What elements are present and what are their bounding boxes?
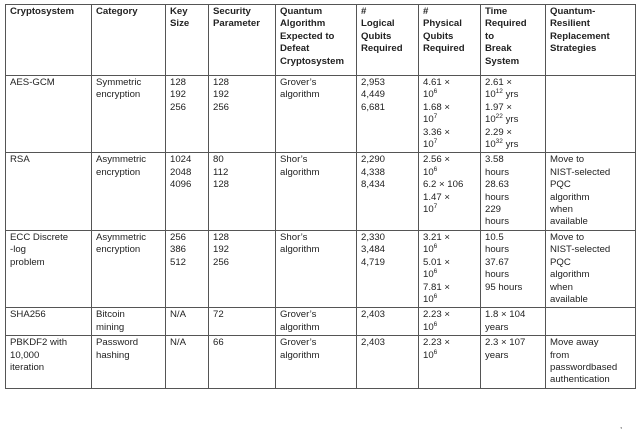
cell-line: RSA [10,154,30,166]
cell-value-with-exponent: 1.47 × $10^7$ [423,191,450,216]
cell-line: algorithm [280,244,320,256]
cell-line: years [485,349,509,361]
cell-line: 72 [213,309,224,321]
cell-line: mining [96,321,125,333]
cell-line: 10.5 [485,231,504,243]
cell-line: Password [96,337,139,349]
cell-quantum-algorithm [276,76,357,153]
cell-line: algorithm [280,349,320,361]
cell-key-size [166,153,209,230]
header-line: Cryptosystem [280,55,344,67]
cell-physical-qubits [419,308,481,336]
cell-cryptosystem [6,76,92,153]
header-line: Algorithm [280,18,326,30]
cell-logical-qubits [357,336,419,389]
cell-line: encryption [96,244,141,256]
cell-security-parameter [209,153,276,230]
cell-security-parameter [209,308,276,336]
cell-logical-qubits [357,230,419,307]
cell-line: N/A [170,309,186,321]
cell-strategies [546,230,636,307]
cell-line: ECC Discrete [10,231,69,243]
cell-strategies [546,308,636,336]
cell-key-size [166,336,209,389]
cell-time-to-break [481,230,546,307]
cell-line: passwordbased [550,361,618,373]
cell-line: years [485,321,509,333]
cell-line: 2,330 [361,231,386,243]
header-row [6,5,636,76]
cell-line: algorithm [550,269,590,281]
cell-value-with-exponent: 2.56 × $10^6$ [423,154,450,178]
cell-value-with-exponent: 7.81 × $10^6$ [423,281,450,305]
cell-line: when [550,204,573,216]
cell-line: 2,290 [361,154,386,166]
header-line: Qubits [361,30,392,42]
cell-quantum-algorithm [276,153,357,230]
cell-line: 256 [170,101,187,113]
header-security-parameter [209,5,276,76]
cell-line: Shor’s [280,154,308,166]
header-line: Break [485,43,512,55]
cell-line: 386 [170,244,187,256]
header-quantum-algorithm [276,5,357,76]
cell-line: hours [485,244,509,256]
cell-line: 95 hours [485,281,523,293]
cell-value-with-exponent: 5.01 × $10^6$ [423,256,450,281]
cell-logical-qubits [357,153,419,230]
cell-line: algorithm [280,89,320,101]
cell-physical-qubits [419,336,481,389]
cell-line: hours [485,269,509,281]
cell-value-with-exponent: 1.68 × $10^7$ [423,101,450,126]
cell-quantum-algorithm [276,336,357,389]
cell-strategies [546,76,636,153]
header-line: Physical [423,18,462,30]
cell-line: PQC [550,256,571,268]
cell-cryptosystem [6,308,92,336]
cell-physical-qubits [419,230,481,307]
cell-line: 192 [170,89,187,101]
cell-line: 3.58 [485,154,504,166]
header-key-size [166,5,209,76]
header-line: Security [213,6,251,17]
cell-value-with-exponent: 2.61 × $10^{12}$ yrs [485,77,519,101]
cell-line: Asymmetric [96,154,147,166]
cell-line: hashing [96,349,130,361]
cell-line: 2048 [170,166,192,178]
cell-value-with-exponent: 6.2 × 106 [423,179,464,191]
header-line: # [423,6,429,17]
cell-value-with-exponent: 1.8 × 104 [485,309,526,321]
cell-line: 128 [213,179,230,191]
cell-line: hours [485,216,509,228]
cell-logical-qubits [357,76,419,153]
cell-quantum-algorithm [276,230,357,307]
cell-cryptosystem [6,336,92,389]
cell-security-parameter [209,336,276,389]
cell-line: 112 [213,166,229,178]
cell-line: 80 [213,154,224,166]
cell-line: Grover’s [280,309,317,321]
cell-value-with-exponent: 3.21 × $10^6$ [423,231,450,256]
cell-time-to-break [481,76,546,153]
cell-line: algorithm [280,321,320,333]
cell-line: 256 [170,231,187,243]
table-row [6,336,636,389]
quantum-threat-table [5,4,636,389]
header-line: Required [485,18,527,30]
cell-line: 256 [213,256,230,268]
cell-line: problem [10,256,45,268]
cell-line: Grover’s [280,337,317,349]
cell-line: Move away [550,337,599,349]
cell-logical-qubits [357,308,419,336]
cell-line: Move to [550,154,585,166]
cell-line: 1024 [170,154,192,166]
cell-category [92,153,166,230]
cell-category [92,336,166,389]
cell-line: Bitcoin [96,309,125,321]
header-line: Quantum [280,6,323,17]
cell-line: AES-GCM [10,77,55,88]
cell-line: PBKDF2 with [10,337,68,349]
cell-line: available [550,216,588,228]
header-strategies [546,5,636,76]
cell-line: Move to [550,231,585,243]
cell-value-with-exponent: 3.36 × $10^7$ [423,126,450,151]
footer-mark: , [620,421,623,430]
cell-line: 2,403 [361,337,386,349]
header-line: Replacement [550,30,610,42]
header-line: Qubits [423,30,454,42]
header-logical-qubits [357,5,419,76]
header-line: Parameter [213,18,260,30]
cell-security-parameter [209,76,276,153]
header-line: Logical [361,18,395,30]
cell-line: 3,484 [361,244,386,256]
cell-line: 66 [213,337,224,349]
header-line: Quantum- [550,6,596,17]
cell-cryptosystem [6,230,92,307]
cell-line: 28.63 [485,179,510,191]
header-line: # [361,6,367,17]
header-category [92,5,166,76]
table-row [6,230,636,307]
cell-category [92,76,166,153]
cell-line: authentication [550,374,610,386]
header-line: Key [170,6,188,17]
cell-line: 192 [213,89,230,101]
cell-line: 10,000 [10,349,40,361]
cell-physical-qubits [419,76,481,153]
header-line: Cryptosystem [10,6,74,17]
table-row [6,76,636,153]
cell-key-size [166,308,209,336]
header-line: Defeat [280,43,310,55]
header-line: to [485,30,495,42]
cell-value-with-exponent: 4.61 × $10^6$ [423,77,450,101]
header-line: Expected to [280,30,335,42]
cell-line: when [550,281,573,293]
cell-time-to-break [481,308,546,336]
cell-line: encryption [96,89,141,101]
cell-strategies [546,153,636,230]
cell-line: NIST-selected [550,244,611,256]
header-line: Time [485,6,508,17]
header-line: Resilient [550,18,590,30]
cell-line: 512 [170,256,187,268]
cell-line: 4,719 [361,256,386,268]
cell-line: 37.67 [485,256,510,268]
header-line: Strategies [550,43,597,55]
header-cryptosystem [6,5,92,76]
header-line: Category [96,6,138,17]
cell-line: -log [10,244,26,256]
cell-line: algorithm [280,166,320,178]
cell-time-to-break [481,336,546,389]
cell-line: 2,403 [361,309,386,321]
cell-quantum-algorithm [276,308,357,336]
cell-line: 128 [213,77,230,88]
cell-line: iteration [10,361,45,373]
header-line: Required [361,43,403,55]
cell-line: 128 [213,231,230,243]
header-time-to-break [481,5,546,76]
cell-value-with-exponent: 2.23 × $10^6$ [423,309,450,333]
cell-line: 192 [213,244,230,256]
cell-line: 8,434 [361,179,386,191]
cell-line: hours [485,166,509,178]
cell-line: NIST-selected [550,166,611,178]
cell-line: Shor’s [280,231,308,243]
cell-category [92,308,166,336]
cell-line: N/A [170,337,186,349]
cell-security-parameter [209,230,276,307]
cell-line: 4,338 [361,166,386,178]
header-line: System [485,55,520,67]
cell-physical-qubits [419,153,481,230]
cell-category [92,230,166,307]
cell-line: SHA256 [10,309,46,321]
cell-line: algorithm [550,191,590,203]
cell-line: 4,449 [361,89,386,101]
cell-value-with-exponent: 2.29 × $10^{32}$ yrs [485,126,519,151]
cell-line: 256 [213,101,230,113]
cell-line: encryption [96,166,141,178]
cell-line: 6,681 [361,101,386,113]
cell-value-with-exponent: 2.23 × $10^6$ [423,337,450,361]
cell-line: Asymmetric [96,231,147,243]
cell-value-with-exponent: 1.97 × $10^{22}$ yrs [485,101,519,126]
cell-line: hours [485,191,509,203]
header-line: Required [423,43,465,55]
header-physical-qubits [419,5,481,76]
cell-cryptosystem [6,153,92,230]
cell-time-to-break [481,153,546,230]
cell-line: 128 [170,77,187,88]
header-line: Size [170,18,190,30]
cell-line: Symmetric [96,77,142,88]
cell-key-size [166,230,209,307]
cell-line: 229 [485,204,502,216]
cell-line: Grover’s [280,77,317,88]
cell-line: from [550,349,570,361]
cell-value-with-exponent: 2.3 × 107 [485,337,526,349]
cell-line: 2,953 [361,77,386,88]
cell-line: available [550,293,588,305]
cell-strategies [546,336,636,389]
cell-line: 4096 [170,179,192,191]
cell-line: PQC [550,179,571,191]
table-row [6,308,636,336]
cell-key-size [166,76,209,153]
table-row [6,153,636,230]
